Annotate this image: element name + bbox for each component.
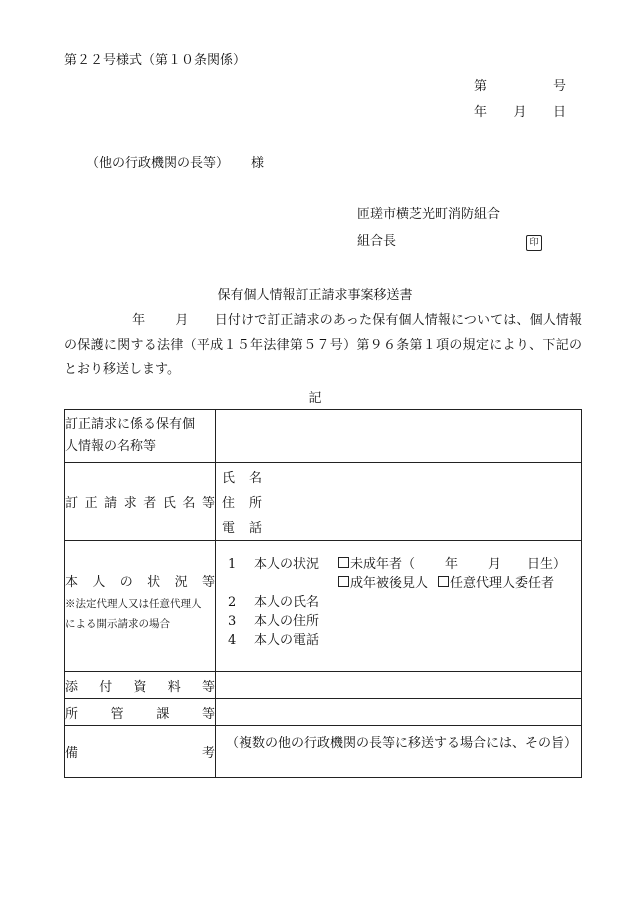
- subject-value-cell: [216, 410, 582, 463]
- addressee-name: （他の行政機関の長等）: [86, 156, 230, 171]
- status-label: [65, 571, 215, 590]
- label-char: 考: [201, 746, 215, 761]
- status-value-cell: [216, 541, 582, 672]
- item-label: 本人の電話: [254, 633, 320, 648]
- label-char: 者: [143, 496, 157, 511]
- item-label: 本人の氏名: [254, 595, 320, 610]
- label-char: 正: [84, 496, 98, 511]
- requester-label: [65, 492, 215, 511]
- issue-date: [474, 106, 566, 119]
- table-row: [65, 699, 582, 726]
- body-year: 年: [132, 313, 146, 328]
- label-char: 氏: [222, 471, 236, 486]
- form-number: 第２２号様式（第１０条関係）: [64, 53, 247, 68]
- attachments-value-cell: [216, 672, 582, 699]
- label-char: 状: [147, 575, 161, 590]
- issuer-organization: 匝瑳市横芝光町消防組合: [357, 207, 501, 222]
- subject-label-line1: 訂正請求に係る保有個: [65, 417, 196, 432]
- label-char: 住: [222, 496, 236, 511]
- status-note-line2: による開示請求の場合: [65, 618, 170, 630]
- adult-guardian-option: [338, 574, 428, 593]
- addressee: [86, 157, 264, 170]
- requester-name-row: [216, 464, 581, 489]
- label-char: 名: [248, 471, 262, 486]
- label-char: の: [119, 575, 133, 590]
- label-char: 所: [65, 706, 79, 722]
- label-char: 備: [65, 746, 79, 761]
- addressee-honorific: 様: [251, 156, 265, 171]
- label-char: 本: [65, 575, 79, 590]
- label-char: 資: [133, 679, 147, 695]
- label-char: 氏: [162, 496, 176, 511]
- label-char: 課: [156, 706, 170, 722]
- transfer-table: [64, 409, 582, 778]
- label-char: 電: [222, 521, 236, 536]
- requester-value-cell: [216, 463, 582, 541]
- body-paragraph: [64, 309, 582, 383]
- date-year: 年: [474, 105, 488, 120]
- requester-name-label: [222, 467, 262, 486]
- label-char: 等: [201, 706, 215, 722]
- attachments-label-cell: [65, 672, 216, 699]
- seal-mark: 印: [526, 235, 542, 251]
- remarks-label-cell: [65, 726, 216, 778]
- label-char: 付: [99, 679, 113, 695]
- subject-label-cell: [65, 410, 216, 463]
- status-item-1: [228, 555, 573, 574]
- remarks-note: （複数の他の行政機関の長等に移送する場合には、その旨）: [226, 736, 578, 751]
- number-prefix: 第: [474, 79, 488, 94]
- status-item-3: [228, 612, 573, 631]
- birth-year: 年: [445, 557, 459, 572]
- label-char: 請: [104, 496, 118, 511]
- requester-address-row: [216, 489, 581, 514]
- adult-guardian-checkbox[interactable]: [338, 576, 349, 587]
- table-row: [65, 541, 582, 672]
- subject-label-line2: 人情報の名称等: [65, 439, 157, 454]
- agent-option: [438, 574, 554, 593]
- number-suffix: 号: [552, 79, 566, 94]
- issuer-position: 組合長: [357, 234, 397, 249]
- table-row: [65, 672, 582, 699]
- requester-label-cell: [65, 463, 216, 541]
- status-item-2: [228, 593, 573, 612]
- label-char: 添: [65, 679, 79, 695]
- adult-guardian-label: 成年被後見人: [350, 576, 429, 591]
- table-row: [65, 410, 582, 463]
- label-char: 等: [201, 496, 215, 511]
- item-number: 2: [228, 595, 237, 610]
- label-char: 人: [92, 575, 106, 590]
- date-day: 日: [552, 105, 566, 120]
- body-month: 月: [175, 313, 189, 328]
- label-char: 話: [248, 521, 262, 536]
- label-char: 等: [201, 575, 215, 590]
- minor-checkbox[interactable]: [338, 557, 349, 568]
- agent-checkbox[interactable]: [438, 576, 449, 587]
- attachments-label: [65, 676, 215, 695]
- body-text: 日付けで訂正請求のあった保有個人情報については、個人情報の保護に関する法律（平成１５年法律第５７号）第９６条第１項の規定により、下記のとおり移送します。: [64, 313, 582, 377]
- label-char: 等: [201, 679, 215, 695]
- birth-day: 日生）: [527, 557, 567, 572]
- department-value-cell: [216, 699, 582, 726]
- table-row: [65, 463, 582, 541]
- date-month: 月: [513, 105, 527, 120]
- minor-option: [338, 555, 415, 574]
- remarks-label: [65, 742, 215, 761]
- birth-month: 月: [488, 557, 502, 572]
- minor-label: 未成年者（: [350, 557, 416, 572]
- label-char: 所: [248, 496, 262, 511]
- ki-heading: 記: [308, 391, 322, 406]
- remarks-value-cell: [216, 726, 582, 778]
- status-item-4: [228, 631, 573, 650]
- requester-phone-label: [222, 517, 262, 536]
- item-number: 4: [228, 633, 237, 648]
- department-label-cell: [65, 699, 216, 726]
- requester-address-label: [222, 492, 262, 511]
- status-item-1-options: [228, 574, 573, 593]
- label-char: 況: [174, 575, 188, 590]
- department-label: [65, 703, 215, 722]
- label-char: 管: [110, 706, 124, 722]
- requester-phone-row: [216, 514, 581, 539]
- item-number: 3: [228, 614, 237, 629]
- label-char: 訂: [65, 496, 79, 511]
- label-char: 求: [123, 496, 137, 511]
- item-label: 本人の状況: [254, 557, 320, 572]
- status-note-line1: ※法定代理人又は任意代理人: [65, 598, 202, 610]
- document-number: [474, 80, 566, 93]
- table-row: [65, 726, 582, 778]
- label-char: 名: [182, 496, 196, 511]
- document-title: 保有個人情報訂正請求事案移送書: [217, 288, 413, 303]
- agent-label: 任意代理人委任者: [450, 576, 555, 591]
- item-number: 1: [228, 557, 237, 572]
- status-label-cell: [65, 541, 216, 672]
- item-label: 本人の住所: [254, 614, 320, 629]
- label-char: 料: [167, 679, 181, 695]
